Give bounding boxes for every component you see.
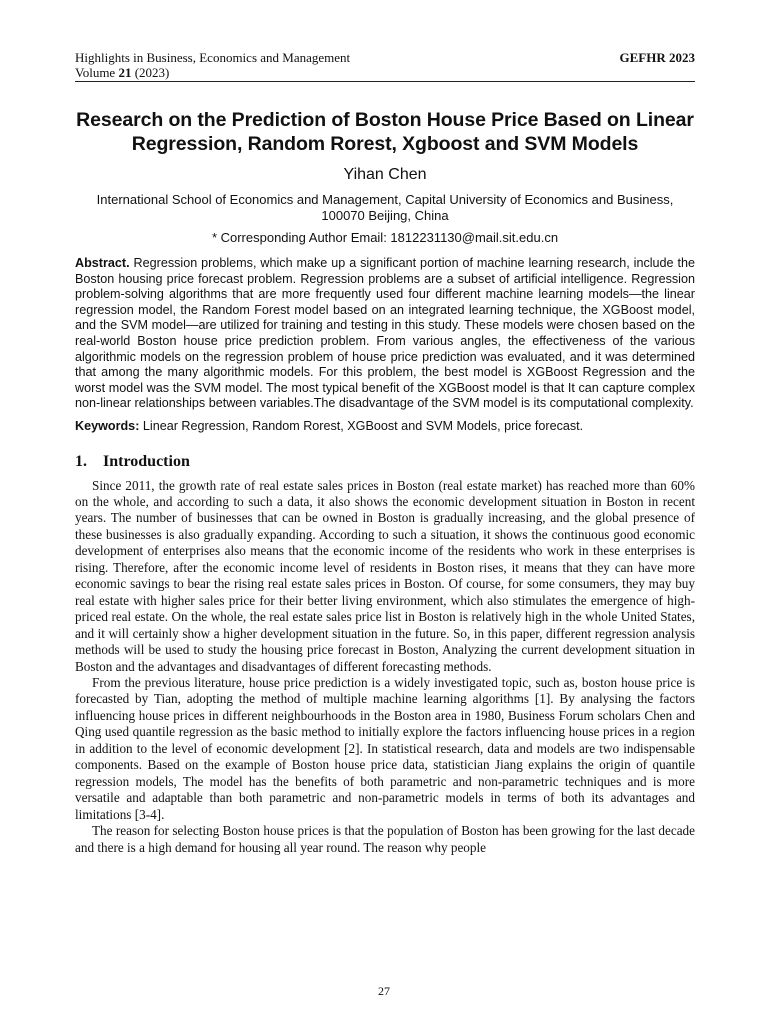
abstract-label: Abstract. <box>75 256 130 270</box>
keywords <box>75 419 695 435</box>
volume-number: 21 <box>118 65 132 80</box>
keywords-label: Keywords: <box>75 418 140 433</box>
volume-prefix: Volume <box>75 65 119 80</box>
section-title: Introduction <box>103 452 190 470</box>
corresponding-email: * Corresponding Author Email: 1812231130@mail.sit.edu.cn <box>211 230 559 245</box>
paper-page <box>75 50 695 856</box>
volume-line <box>75 65 695 80</box>
volume-year: (2023) <box>131 65 170 80</box>
page-number: 27 <box>378 984 390 998</box>
paper-title: Research on the Prediction of Boston House Price Based on Linear Regression, Random Rorest, Xgboost and SVM Models <box>76 109 694 155</box>
section-heading-introduction <box>75 452 695 472</box>
author-affiliation: International School of Economics and Management, Capital University of Economics and Business, 100070 Beijing, China <box>96 192 674 223</box>
body-paragraph: Since 2011, the growth rate of real estate sales prices in Boston (real estate market) has reached more than 60% on the whole, and according to such a data, it also shows the economic development situation in Boston in recent years. The number of businesses that can be owned in Boston is gradually increasing, and the global presence of these businesses is also gradually expanding. According to such a situation, it shows the continuous good economic development of enterprises also means that the economic income of the residents who work in these enterprises is rising. Therefore, after the economic income level of residents in Boston rises, it means that they can have more economic savings to bear the rising real estate sales prices in Boston. Of course, for some consumers, they may buy real estate with higher sales price for their better living environment, which also stimulates the emergence of high-priced real estate. On the whole, the real estate sales price list in Boston is relatively high in the whole United States, and it will certainly show a higher development situation in the future. So, in this paper, different regression analysis methods will be used to study the housing price forecast in Boston, Analyzing the current development situation in Boston and the advantages and disadvantages of different forecasting methods. <box>75 477 695 674</box>
header-rule <box>75 81 695 82</box>
body-paragraph: The reason for selecting Boston house prices is that the population of Boston has been growing for the last decade and there is a high demand for housing all year round. The reason why people <box>75 823 695 855</box>
abstract-text: Regression problems, which make up a significant portion of machine learning research, include the Boston housing price forecast problem. Regression problems are a subset of artificial intelligence. Regression problem-solving algorithms that are more frequently used four different machine learning models—the linear regression model, the Random Forest model based on an integrated learning technique, the XGBoost model, and the SVM model—are utilized for training and testing in this study. These models were chosen based on the real-world Boston house price prediction problem. From various angles, the effectiveness of the various algorithmic models on the regression problem of house price prediction was evaluated, and it was determined that among the many algorithmic models. For this problem, the best model is XGBoost Regression and the worst model was the SVM model. The most typical benefit of the XGBoost model is that It can capture complex non-linear relationships between variables.The disadvantage of the SVM model is its computational complexity. <box>75 256 695 411</box>
journal-name: Highlights in Business, Economics and Management <box>75 50 351 65</box>
body-paragraph: From the previous literature, house price prediction is a widely investigated topic, such as, boston house price is forecasted by Tian, adopting the method of multiple machine learning algorithms [1]. By analysing the factors influencing house prices in different neighbourhoods in the Boston area in 1980, Business Forum scholars Chen and Qing used quantile regression as the basic method to initially explore the factors influencing house prices in a region in addition to the level of economic development [2]. In statistical research, data and models are two indispensable components. Based on the example of Boston house price data, statistician Jiang explains the origin of quantile regression models, The model has the benefits of both parametric and non-parametric techniques and is more versatile and adaptable than both parametric and non-parametric models in terms of both its advantages and limitations [3-4]. <box>75 674 695 822</box>
conference-code: GEFHR 2023 <box>619 50 695 65</box>
section-number: 1. <box>75 452 87 470</box>
keywords-text: Linear Regression, Random Rorest, XGBoost and SVM Models, price forecast. <box>139 418 584 433</box>
running-header <box>75 50 695 65</box>
author-name: Yihan Chen <box>343 166 427 183</box>
abstract <box>75 256 695 412</box>
